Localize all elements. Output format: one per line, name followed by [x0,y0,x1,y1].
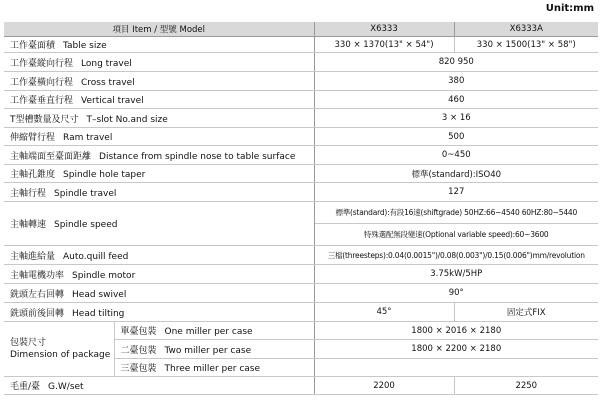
row-spindle-travel [4,183,598,202]
unit-label: Unit:mm [545,3,594,14]
value-vertical-travel: 460 [314,91,598,109]
row-head-tilting [4,303,598,322]
label-package-three: 三臺包裝 Three miller per case [114,359,314,377]
value-taper: 標準(standard):ISO40 [314,165,598,183]
table-header [4,22,598,37]
label-package-two: 二臺包裝 Two miller per case [114,340,314,359]
row-t-slot [4,109,598,128]
value-gross-weight-a: 2200 [314,377,454,395]
value-spindle-speed-optional: 特殊選配無段變速(Optional variable speed):60~3600 [314,224,598,246]
label-head-swivel: 銑頭左右回轉 Head swivel [4,284,314,303]
value-spindle-speed-standard: 標準(standard):有段16速(shiftgrade) 50HZ:66~4540 60HZ:80~5440 [314,202,598,224]
label-package-one: 單臺包裝 One miller per case [114,322,314,340]
label-long-travel: 工作臺縱向行程 Long travel [4,53,314,72]
value-t-slot: 3 × 16 [314,109,598,128]
value-quill-feed: 三檔(threesteps):0.04(0.0015")/0.08(0.003")/0.15(0.006")mm/revolution [314,246,598,265]
label-taper: 主軸孔錐度 Spindle hole taper [4,165,314,183]
row-table-size [4,37,598,53]
row-long-travel [4,53,598,72]
row-vertical-travel [4,91,598,109]
label-vertical-travel: 工作臺垂直行程 Vertical travel [4,91,314,109]
value-package-two: 1800 × 2200 × 2180 [314,340,598,359]
label-spindle-travel: 主軸行程 Spindle travel [4,183,314,202]
row-gross-weight [4,377,598,395]
value-package-three [314,359,598,377]
value-nose-distance: 0~450 [314,146,598,165]
label-spindle-speed: 主軸轉速 Spindle speed [4,202,314,246]
value-spindle-travel: 127 [314,183,598,202]
label-cross-travel: 工作臺橫向行程 Cross travel [4,72,314,91]
value-ram-travel: 500 [314,128,598,146]
spec-table [4,22,598,395]
header-item: 項目 Item / 型號 Model [4,22,314,37]
header-model-a: X6333 [314,22,454,37]
row-ram-travel [4,128,598,146]
value-package-one: 1800 × 2016 × 2180 [314,322,598,340]
row-motor [4,265,598,284]
row-package-one [4,322,598,340]
value-long-travel: 820 950 [314,53,598,72]
label-head-tilting: 銑頭前後回轉 Head tilting [4,303,314,322]
row-nose-distance [4,146,598,165]
label-ram-travel: 伸縮臂行程 Ram travel [4,128,314,146]
value-gross-weight-b: 2250 [454,377,598,395]
row-quill-feed [4,246,598,265]
row-cross-travel [4,72,598,91]
label-quill-feed: 主軸進給量 Auto.quill feed [4,246,314,265]
header-model-b: X6333A [454,22,598,37]
label-gross-weight: 毛重/臺 G.W/set [4,377,314,395]
label-nose-distance: 主軸端面至臺面距離 Distance from spindle nose to table surface [4,146,314,165]
label-t-slot: T型槽數量及尺寸 T–slot No.and size [4,109,314,128]
value-cross-travel: 380 [314,72,598,91]
row-taper [4,165,598,183]
value-table-size-b: 330 × 1500(13" × 58") [454,37,598,53]
value-head-tilting-b: 固定式FIX [454,303,598,322]
value-head-tilting-a: 45° [314,303,454,322]
label-motor: 主軸電機功率 Spindle motor [4,265,314,284]
row-spindle-speed-1 [4,202,598,224]
label-package: 包裝尺寸 Dimension of package [4,322,114,377]
value-head-swivel: 90° [314,284,598,303]
row-head-swivel [4,284,598,303]
value-motor: 3.75kW/5HP [314,265,598,284]
label-table-size: 工作臺面積 Table size [4,37,314,53]
value-table-size-a: 330 × 1370(13" × 54") [314,37,454,53]
